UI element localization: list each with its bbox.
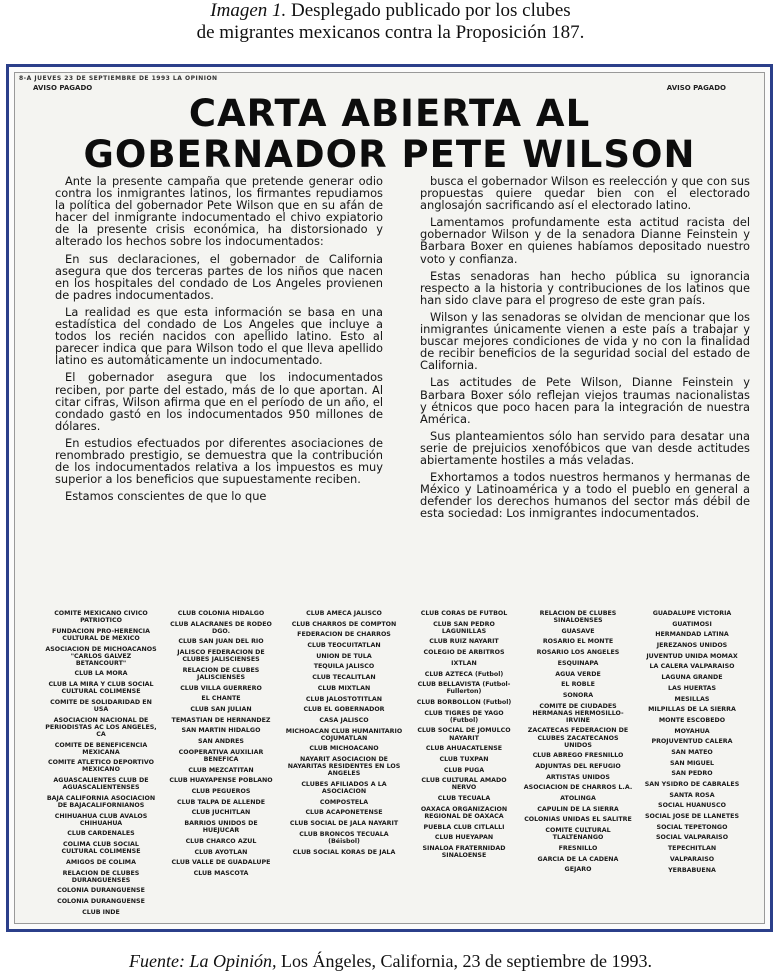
signatory-name: CLUB CARDENALES <box>67 830 135 838</box>
signatory-name: COOPERATIVA AUXILIAR BENEFICA <box>178 748 264 763</box>
newspaper-clipping <box>14 72 765 924</box>
caption-text: Desplegado publicado por los clubes <box>291 0 571 21</box>
signatory-name: GUASAVE <box>561 627 595 635</box>
signatory-name: CLUB CULTURAL AMADO NERVO <box>421 777 507 792</box>
signatory-name: RELACION DE CLUBES JALISCIENSES <box>182 666 260 682</box>
signatory-name: CLUB SOCIAL DE JOMULCO NAYARIT <box>417 727 511 742</box>
source-footer <box>0 951 781 972</box>
signatory-name: COLONIAS UNIDAS EL SALITRE <box>524 816 632 824</box>
signatory-name: CLUB CORAS DE FUTBOL <box>420 610 508 617</box>
signatory-name: CLUB HUEYAPAN <box>434 834 494 842</box>
signatory-name: FEDERACION DE CHARROS <box>297 631 391 639</box>
signatory-column <box>410 610 518 863</box>
signatory-name: CLUB MIXTLAN <box>317 684 371 692</box>
article-paragraph: El gobernador asegura que los indocumentados reciben, por parte del estado, más de lo que aportan. Al citar cifras, Wilson afirma que en el período de un año, el condado gastó en los indocumentados 950 millones de dólares. <box>55 370 383 433</box>
signatory-name: MONTE ESCOBEDO <box>658 716 726 724</box>
signatory-name: SAN YSIDRO DE CABRALES <box>644 781 740 788</box>
caption-text-line2: de migrantes mexicanos contra la Proposición 187. <box>196 22 585 43</box>
signatory-name: CLUB AMECA JALISCO <box>306 610 382 617</box>
signatory-name: OAXACA ORGANIZACION REGIONAL DE OAXACA <box>420 805 508 820</box>
signatory-name: CLUBES AFILIADOS A LA ASOCIACION <box>301 780 387 795</box>
aviso-pagado-right: AVISO PAGADO <box>666 84 726 92</box>
article-paragraph: Las actitudes de Pete Wilson, Dianne Feinstein y Barbara Boxer sólo reflejan viejos traumas nacionalistas y étnicos que poco hacen para la integración de nuestra América. <box>420 375 750 426</box>
signatory-column <box>637 610 747 877</box>
signatory-name: FUNDACION PRO-HERENCIA CULTURAL DE MEXICO <box>52 627 150 642</box>
signatory-name: SINALOA FRATERNIDAD SINALOENSE <box>422 844 506 860</box>
article-column-right <box>420 175 750 524</box>
source-details: Los Ángeles, California, 23 de septiembre de 1993. <box>281 951 652 971</box>
signatory-name: GUATIMOSI <box>672 620 712 628</box>
signatory-name: COMITE MEXICANO CIVICO PATRIOTICO <box>54 610 148 625</box>
signatory-name: EL CHANTE <box>201 695 241 703</box>
signatory-name: SAN MATEO <box>671 748 713 756</box>
signatory-name: SONORA <box>562 691 594 699</box>
signatory-name: CLUB CHARCO AZUL <box>185 837 257 845</box>
signatory-name: CLUB BORBOLLON (Futbol) <box>416 699 512 706</box>
clipping-frame <box>6 64 773 932</box>
signatory-column <box>45 610 157 919</box>
signatory-name: CLUB BELLAVISTA (Futbol-Fullerton) <box>417 681 511 696</box>
signatory-name: ASOCIACION DE MICHOACANOS "CARLOS GALVEZ BETANCOURT" <box>45 645 157 667</box>
signatory-name: CLUB MEZCATITAN <box>188 766 254 774</box>
signatory-name: CLUB AYOTLAN <box>194 848 248 856</box>
signatory-name: JUVENTUD UNIDA MOMAX <box>646 652 738 660</box>
signatory-name: COLIMA CLUB SOCIAL CULTURAL COLIMENSE <box>61 841 141 856</box>
aviso-pagado-left: AVISO PAGADO <box>33 84 93 92</box>
signatory-name: CLUB SAN JUAN DEL RIO <box>178 638 264 646</box>
signatory-name: ESQUINAPA <box>557 659 599 667</box>
signatory-name: CLUB TECUALA <box>437 795 491 803</box>
signatory-name: CLUB ACAPONETENSE <box>305 809 383 817</box>
headline-line-2: GOBERNADOR PETE WILSON <box>83 133 696 176</box>
signatory-name: CLUB PEGUEROS <box>191 788 251 795</box>
signatory-name: SOCIAL VALPARAISO <box>655 834 729 842</box>
signatory-name: LAGUNA GRANDE <box>661 674 723 682</box>
signatory-name: BARRIOS UNIDOS DE HUEJUCAR <box>184 820 258 835</box>
signatory-name: TEPECHITLAN <box>667 845 717 853</box>
signatory-name: CLUB LA MORA <box>74 670 128 678</box>
figure-caption <box>0 0 781 44</box>
signatory-name: ROSARIO LOS ANGELES <box>536 649 620 657</box>
signatory-name: CAPULIN DE LA SIERRA <box>537 805 619 813</box>
signatory-name: MILPILLAS DE LA SIERRA <box>648 706 736 714</box>
signatory-name: CLUB MASCOTA <box>193 869 249 877</box>
signatory-name: SAN ANDRES <box>198 738 244 746</box>
signatory-name: CLUB SOCIAL DE JALA NAYARIT <box>289 820 399 828</box>
signatory-name: AGUASCALIENTES CLUB DE AGUASCALIENTENSES <box>53 777 149 792</box>
signatory-name: CLUB TEOCUITATLAN <box>307 642 381 650</box>
signatory-name: MICHOACAN CLUB HUMANITARIO COJUMATLAN <box>285 727 403 742</box>
signatory-name: SAN PEDRO <box>671 770 713 778</box>
signatory-name: COMITE DE CIUDADES HERMANAS HERMOSILLO-IRVINE <box>532 702 624 724</box>
signatory-name: JEREZANOS UNIDOS <box>656 642 728 650</box>
signatory-name: CLUB LA MIRA Y CLUB SOCIAL CULTURAL COLIMENSE <box>48 681 154 696</box>
signatory-name: GUADALUPE VICTORIA <box>652 610 732 617</box>
article-paragraph: Exhortamos a todos nuestros hermanos y hermanas de México y Latinoamérica y a todo el pueblo en general a defender los derechos humanos del sector más débil de esta sociedad: Los inmigrantes indocumentados. <box>420 470 750 521</box>
signatory-name: CLUB MICHOACANO <box>309 745 379 753</box>
signatory-name: IXTLAN <box>451 659 477 667</box>
signatory-name: GEJARO <box>564 866 592 874</box>
source-label: Fuente: <box>129 951 186 971</box>
signatory-name: FRESNILLO <box>558 844 598 852</box>
signatory-name: CLUB TIGRES DE YAGO (Futbol) <box>424 709 504 724</box>
signatory-name: CLUB HUAYAPENSE POBLANO <box>169 777 273 785</box>
signatory-name: YERBABUENA <box>668 866 716 874</box>
article-paragraph: La realidad es que esta información se basa en una estadística del condado de Los Angeles que incluye a todos los recién nacidos con apellido latino. Esto al parecer indica que para Wilson todo el que lleva apellido latino es automáticamente un indocumentado. <box>55 304 383 368</box>
article-paragraph: En estudios efectuados por diferentes asociaciones de renombrado prestigio, se demuestra que la contribución de los indocumentados relativa a los impuestos es muy superior a los beneficios que supuestamente reciben. <box>55 435 383 487</box>
signatory-name: ZACATECAS FEDERACION DE CLUBES ZACATECANOS UNIDOS <box>527 727 629 749</box>
signatory-name: CLUB COLONIA HIDALGO <box>177 610 265 617</box>
signatory-name: SOCIAL JOSE DE LLANETES <box>645 813 739 821</box>
signatory-name: CLUB TECALITLAN <box>312 674 376 682</box>
signatory-name: JALISCO FEDERACION DE CLUBES JALISCIENSES <box>177 649 265 664</box>
signatory-name: CLUB VILLA GUERRERO <box>180 684 262 692</box>
signatory-name: SAN MARTIN HIDALGO <box>181 727 261 735</box>
signatory-name: CLUB AZTECA (Futbol) <box>424 670 504 678</box>
article-paragraph: busca el gobernador Wilson es reelección y que con sus propuestas quiere quedar bien con el electorado anglosajón sacrificando así el electorado latino. <box>420 174 750 213</box>
signatory-name: ASOCIACION DE CHARROS L.A. <box>523 784 633 792</box>
source-newspaper: La Opinión, <box>189 951 277 971</box>
caption-label: Imagen 1. <box>210 0 287 21</box>
signatory-name: CLUB TALPA DE ALLENDE <box>176 798 266 806</box>
signatory-name: LA CALERA VALPARAISO <box>649 663 735 671</box>
signatory-name: COMITE DE SOLIDARIDAD EN USA <box>50 698 152 713</box>
headline-line-1: CARTA ABIERTA AL <box>188 92 591 135</box>
signatory-column <box>285 610 403 859</box>
signatory-name: VALPARAISO <box>669 855 715 863</box>
signatory-name: AMIGOS DE COLIMA <box>66 858 136 866</box>
signatory-name: CHIHUAHUA CLUB AVALOS CHIHUAHUA <box>54 812 148 827</box>
article-paragraph: En sus declaraciones, el gobernador de California asegura que dos terceras partes de los niños que nacen en los hospitales del condado de Los Angeles provienen de padres indocumentados. <box>55 251 383 302</box>
signatory-name: CLUB JALOSTOTITLAN <box>305 695 383 703</box>
signatory-name: RELACION DE CLUBES SINALOENSES <box>539 610 617 625</box>
signatory-name: MESILLAS <box>674 695 710 703</box>
signatory-name: CLUB ALACRANES DE RODEO DGO. <box>170 620 272 635</box>
signatory-name: SOCIAL HUANUSCO <box>658 802 726 810</box>
signatory-name: EL ROBLE <box>561 681 595 689</box>
signatory-name: SANTA ROSA <box>669 791 715 799</box>
signatory-name: PROJUVENTUD CALERA <box>651 738 733 746</box>
article-column-left <box>55 175 383 507</box>
article-paragraph: Wilson y las senadoras se olvidan de mencionar que los inmigrantes únicamente vienen a este país a trabajar y buscar mejores condiciones de vida y no con la finalidad de recibir beneficios de la seguridad social del estado de California. <box>420 309 750 373</box>
signatory-name: CLUB SOCIAL KORAS DE JALA <box>292 848 396 856</box>
article-paragraph: Estas senadoras han hecho pública su ignorancia respecto a la historia y contribuciones de los latinos que han sido clave para el progreso de este gran país. <box>420 268 750 307</box>
signatory-name: HERMANDAD LATINA <box>655 631 729 639</box>
signatory-name: SAN MIGUEL <box>669 759 715 767</box>
signatory-name: AGUA VERDE <box>555 670 601 678</box>
signatory-name: CLUB VALLE DE GUADALUPE <box>171 859 271 867</box>
signatory-name: CLUB ABREGO FRESNILLO <box>532 752 624 760</box>
signatory-name: COLONIA DURANGUENSE <box>57 887 145 895</box>
headline <box>15 93 764 175</box>
signatory-name: COMITE CULTURAL TLALTENANGO <box>545 827 611 842</box>
signatory-column <box>523 610 633 877</box>
signatory-name: CLUB AHUACATLENSE <box>425 745 503 753</box>
signatory-name: PUEBLA CLUB CITLALLI <box>423 823 505 831</box>
signatory-name: CLUB RUIZ NAYARIT <box>429 638 499 646</box>
signatory-name: ASOCIACION NACIONAL DE PERIODISTAS AC LOS ANGELES, CA <box>45 716 157 738</box>
signatory-column <box>165 610 277 881</box>
signatory-name: CLUB BRONCOS TECUALA (Béisbol) <box>299 830 389 845</box>
signatory-name: ARTISTAS UNIDOS <box>546 773 610 781</box>
signatory-name: UNION DE TULA <box>316 652 372 660</box>
signatory-name: TEQUILA JALISCO <box>313 663 375 671</box>
signatory-name: CLUB CHARROS DE COMPTON <box>291 620 397 628</box>
signatory-name: COLONIA DURANGUENSE <box>57 898 145 906</box>
signatory-name: ATOLINGA <box>560 795 596 803</box>
article-paragraph: Sus planteamientos sólo han servido para desatar una serie de prejuicios xenofóbicos que van desde actitudes abiertamente hostiles a más veladas. <box>420 428 750 467</box>
article-paragraph: Ante la presente campaña que pretende generar odio contra los inmigrantes latinos, los firmantes repudiamos la política del gobernador Pete Wilson que en su afán de hacer del inmigrante indocumentado el chivo expiatorio de la presente crisis económica, ha distorsionado y alterado los hechos sobre los indocumentados: <box>55 174 383 249</box>
signatory-name: ROSARIO EL MONTE <box>542 638 614 646</box>
article-paragraph: Estamos conscientes de que lo que <box>65 489 267 504</box>
signatory-name: CLUB EL GOBERNADOR <box>303 706 385 714</box>
signatory-name: GARCIA DE LA CADENA <box>537 855 619 863</box>
signatory-name: COLEGIO DE ARBITROS <box>423 649 505 657</box>
signatory-name: NAYARIT ASOCIACION DE NAYARITAS RESIDENTES EN LOS ANGELES <box>287 756 401 778</box>
page-strip: 8-A JUEVES 23 DE SEPTIEMBRE DE 1993 LA OPINION <box>19 75 218 82</box>
signatory-name: CLUB JUCHITLAN <box>191 809 251 817</box>
signatory-name: SOCIAL TEPETONGO <box>656 823 728 831</box>
signatory-name: CLUB SAN JULIAN <box>190 706 252 714</box>
signatory-name: ADJUNTAS DEL REFUGIO <box>535 763 621 771</box>
signatory-name: MOYAHUA <box>674 727 710 735</box>
signatory-name: COMITE DE BENEFICENCIA MEXICANA <box>54 741 148 756</box>
signatory-name: COMPOSTELA <box>319 798 369 806</box>
signatory-name: LAS HUERTAS <box>667 684 717 692</box>
signatory-name: CASA JALISCO <box>319 716 369 724</box>
signatory-name: COMITE ATLETICO DEPORTIVO MEXICANO <box>48 759 154 774</box>
signatory-name: TEMASTIAN DE HERNANDEZ <box>171 716 271 724</box>
signatory-name: RELACION DE CLUBES DURANGUENSES <box>62 869 140 884</box>
signatory-name: CLUB SAN PEDRO LAGUNILLAS <box>433 620 495 635</box>
signatory-name: BAJA CALIFORNIA ASOCIACION DE BAJACALIFORNIANOS <box>46 794 156 809</box>
signatory-name: CLUB TUXPAN <box>439 755 489 763</box>
signatory-name: CLUB INDE <box>82 908 120 916</box>
signatory-name: CLUB PUGA <box>443 766 485 774</box>
article-paragraph: Lamentamos profundamente esta actitud racista del gobernador Wilson y de la senadora Dianne Feinstein y Barbara Boxer en quienes habíamos depositado nuestro voto y confianza. <box>420 215 750 266</box>
